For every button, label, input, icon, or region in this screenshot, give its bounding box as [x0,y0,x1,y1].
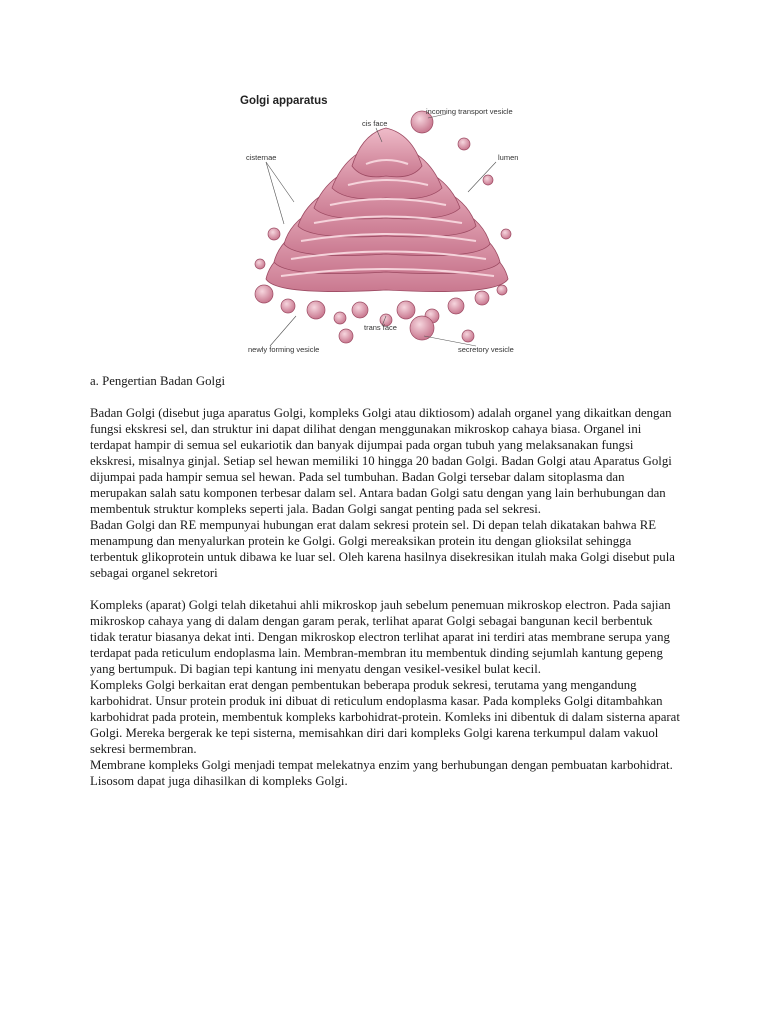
paragraph-3: Kompleks (aparat) Golgi telah diketahui ahli mikroskop jauh sebelum penemuan mikroskop electron. Pada sajian mikroskop cahaya yang di dalam dengan garam perak, terlihat aparat Golgi sebagai bangunan kecil berbentuk tidak teratur biasanya dekat inti. Dengan mikroskop electron terlihat aparat ini terdiri atas membrane serupa yang terdapat pada reticulum endoplasma lain. Membran-membran itu membentuk dinding sejumlah kantung gepeng yang bertumpuk. Di bagian tepi kantung ini menyatu dengan vesikel-vesikel bulat kecil. [90,598,671,676]
figure-title: Golgi apparatus [240,95,328,107]
paragraph-5: Membrane kompleks Golgi menjadi tempat melekatnya enzim yang berhubungan dengan pembuatan karbohidrat. Lisosom dapat juga dihasilkan di kompleks Golgi. [90,758,673,788]
section-heading: a. Pengertian Badan Golgi [90,374,226,388]
label-lumen: lumen [498,153,519,162]
label-cisternae: cisternae [246,153,277,162]
label-secretory-vesicle: secretory vesicle [458,345,514,354]
label-cis-face: cis face [362,119,388,128]
article-body [90,373,680,789]
golgi-illustration [236,84,536,366]
cisternae-stack [266,128,508,292]
paragraph-4: Kompleks Golgi berkaitan erat dengan pembentukan beberapa produk sekresi, terutama yang mengandung karbohidrat. Unsur protein produk ini dibuat di reticulum endoplasma kasar. Pada kompleks Golgi ditambahkan karbohidrat pada protein, membentuk kompleks karbohidrat-protein. Komleks ini dibentuk di dalam sisterna aparat Golgi. Mereka bergerak ke tepi sisterna, memisahkan diri dari kompleks Golgi karena terkumpul dalam vakuol sekresi bermembran. [90,678,680,756]
label-incoming-transport-vesicle: incoming transport vesicle [426,107,513,116]
golgi-diagram [236,84,536,366]
label-newly-forming-vesicle: newly forming vesicle [248,345,320,354]
paragraph-1: Badan Golgi (disebut juga aparatus Golgi, kompleks Golgi atau diktiosom) adalah organel yang dikaitkan dengan fungsi ekskresi sel, dan struktur ini dapat dilihat dengan menggunakan mikroskop cahaya biasa. Organel ini terdapat hampir di semua sel eukariotik dan banyak dijumpai pada organ tubuh yang melaksanakan fungsi ekskresi, misalnya ginjal. Setiap sel hewan memiliki 10 hingga 20 badan Golgi. Badan Golgi atau Aparatus Golgi dijumpai pada hampir semua sel hewan. Pada sel tumbuhan. Badan Golgi tersebar dalam sitoplasma dan merupakan salah satu komponen terbesar dalam sel. Antara badan Golgi satu dengan yang lain berhubungan dan membentuk struktur kompleks seperti jala. Badan Golgi sangat penting pada sel sekresi. [90,406,672,516]
label-trans-face: trans face [364,323,397,332]
paragraph-2: Badan Golgi dan RE mempunyai hubungan erat dalam sekresi protein sel. Di depan telah dikatakan bahwa RE menampung dan menyalurkan protein ke Golgi. Golgi mereaksikan protein itu dengan glioksilat sehingga terbentuk glikoprotein untuk dibawa ke luar sel. Oleh karena hasilnya disekresikan itulah maka Golgi disebut pula sebagai organel sekretori [90,518,675,580]
